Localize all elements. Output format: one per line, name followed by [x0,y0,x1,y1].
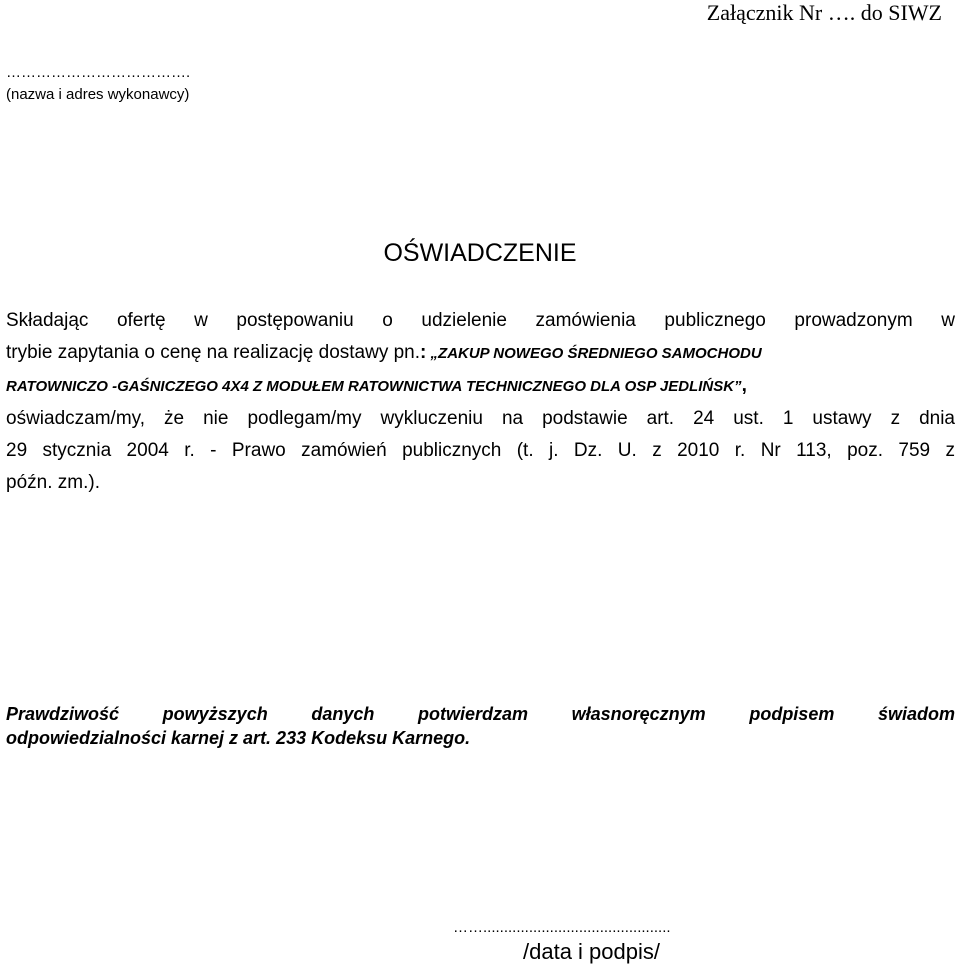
statement-line-5: 29 stycznia 2004 r. - Prawo zamówień publicznych (t. j. Dz. U. z 2010 r. Nr 113, poz. 759 z [6,440,955,461]
statement-colon: : [420,342,427,363]
statement-line-6: późn. zm.). [6,472,100,493]
contractor-dots: ………………………………. [6,64,191,81]
notice-line-2: odpowiedzialności karnej z art. 233 Kodeksu Karnego. [6,728,471,748]
contractor-block [6,62,190,106]
statement-line-4: oświadczam/my, że nie podlegam/my wykluczeniu na podstawie art. 24 ust. 1 ustawy z dnia [6,408,955,429]
statement-line-2-text: trybie zapytania o cenę na realizację dostawy pn. [6,342,421,363]
signature-label: /data i podpis/ [523,939,660,964]
statement-line-1: Składając ofertę w postępowaniu o udzielenie zamówienia publicznego prowadzonym w [6,310,955,331]
contractor-label: (nazwa i adres wykonawcy) [6,86,190,103]
document-title: OŚWIADCZENIE [383,239,577,267]
signature-dots: ……............................................. [453,919,671,936]
subject-comma: , [741,375,747,396]
annex-label: Załącznik Nr …. do SIWZ [706,0,942,25]
truthfulness-notice [6,702,955,750]
statement-line-3 [6,370,955,403]
notice-line-1: Prawdziwość powyższych danych potwierdzam własnoręcznym podpisem świadom [6,704,955,724]
order-subject-part-2: RATOWNICZO -GAŚNICZEGO 4X4 Z MODUŁEM RATOWNICTWA TECHNICZNEGO DLA OSP JEDLIŃSK” [6,378,742,395]
order-subject-part-1: „ZAKUP NOWEGO ŚREDNIEGO SAMOCHODU [426,345,762,362]
statement-line-2 [6,337,955,370]
statement-paragraph [6,305,955,499]
